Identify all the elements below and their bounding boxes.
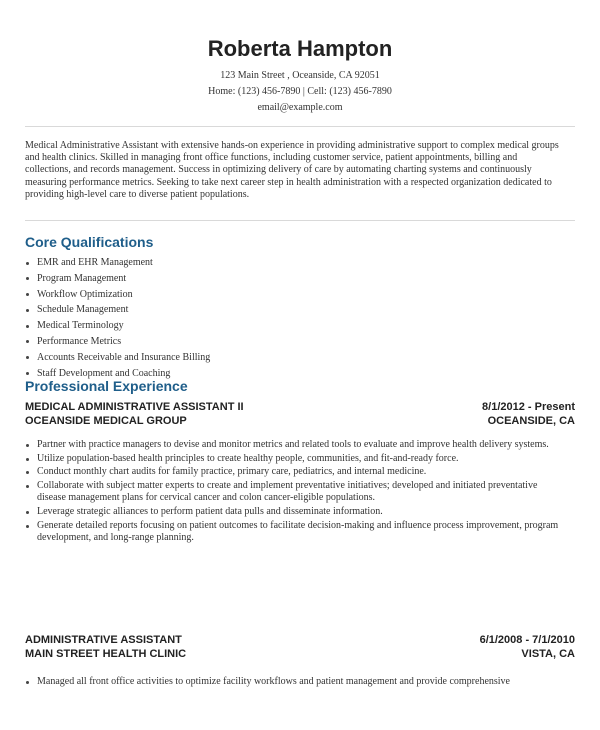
- professional-summary: Medical Administrative Assistant with extensive hands-on experience in providing administrative support to complex medical groups and health clinics. Skilled in managing front office functions, including customer service, patient appointments, billing and collections, and records management. Success in optimizing delivery of care by automating charting systems and continuously measuring performance metrics. Seeking to take next career step in health administration with a respected organization dedicated to providing high-level care to diverse patient populations.: [25, 140, 559, 200]
- list-item: Partner with practice managers to devise and monitor metrics and related tools to evaluate and improve health delivery systems.: [25, 439, 565, 451]
- qualifications-list: [25, 255, 210, 381]
- job-2-employer-row: [25, 648, 575, 661]
- email-line: email@example.com: [257, 102, 343, 113]
- job-2-dates: 6/1/2008 - 7/1/2010: [479, 634, 575, 646]
- list-item: Conduct monthly chart audits for family practice, primary care, pediatrics, and internal medicine.: [25, 466, 565, 478]
- list-item: Performance Metrics: [25, 334, 210, 350]
- list-item: Schedule Management: [25, 302, 210, 318]
- list-item: Managed all front office activities to optimize facility workflows and patient management and provide comprehensive: [25, 676, 565, 688]
- candidate-name: Roberta Hampton: [207, 36, 393, 61]
- list-item: Leverage strategic alliances to perform patient data pulls and disseminate information.: [25, 506, 565, 518]
- list-item: Staff Development and Coaching: [25, 366, 210, 382]
- experience-heading: Professional Experience: [25, 378, 188, 394]
- list-item: Accounts Receivable and Insurance Billing: [25, 350, 210, 366]
- job-1-dates: 8/1/2012 - Present: [482, 401, 575, 413]
- job-1-location: OCEANSIDE, CA: [487, 415, 575, 427]
- list-item: Generate detailed reports focusing on patient outcomes to facilitate decision-making and influence process improvement, program development, and long-range planning.: [25, 520, 565, 545]
- address-line: 123 Main Street , Oceanside, CA 92051: [220, 70, 380, 81]
- job-1-title-row: [25, 401, 575, 414]
- job-1-position: MEDICAL ADMINISTRATIVE ASSISTANT II: [25, 401, 244, 413]
- job-2-position: ADMINISTRATIVE ASSISTANT: [25, 634, 182, 646]
- job-1-employer: OCEANSIDE MEDICAL GROUP: [25, 415, 187, 427]
- job-2-location: VISTA, CA: [521, 648, 575, 660]
- job-2-employer: MAIN STREET HEALTH CLINIC: [25, 648, 187, 660]
- job-2-duties: [25, 676, 565, 690]
- phone-line: Home: (123) 456-7890 | Cell: (123) 456-7890: [208, 86, 392, 97]
- job-1-duties: [25, 439, 565, 546]
- list-item: Workflow Optimization: [25, 287, 210, 303]
- list-item: Medical Terminology: [25, 318, 210, 334]
- job-1-employer-row: [25, 415, 575, 428]
- job-2-title-row: [25, 634, 575, 647]
- list-item: Program Management: [25, 271, 210, 287]
- list-item: Utilize population-based health principles to create healthy people, communities, and fit-and-ready force.: [25, 453, 565, 465]
- list-item: EMR and EHR Management: [25, 255, 210, 271]
- summary-divider: [25, 220, 575, 221]
- qualifications-heading: Core Qualifications: [25, 234, 154, 250]
- list-item: Collaborate with subject matter experts to create and implement preventative initiatives; developed and initiated preventative disease management plans for cervical cancer and colon cancer-eligible populations.: [25, 480, 565, 505]
- header-divider: [25, 126, 575, 127]
